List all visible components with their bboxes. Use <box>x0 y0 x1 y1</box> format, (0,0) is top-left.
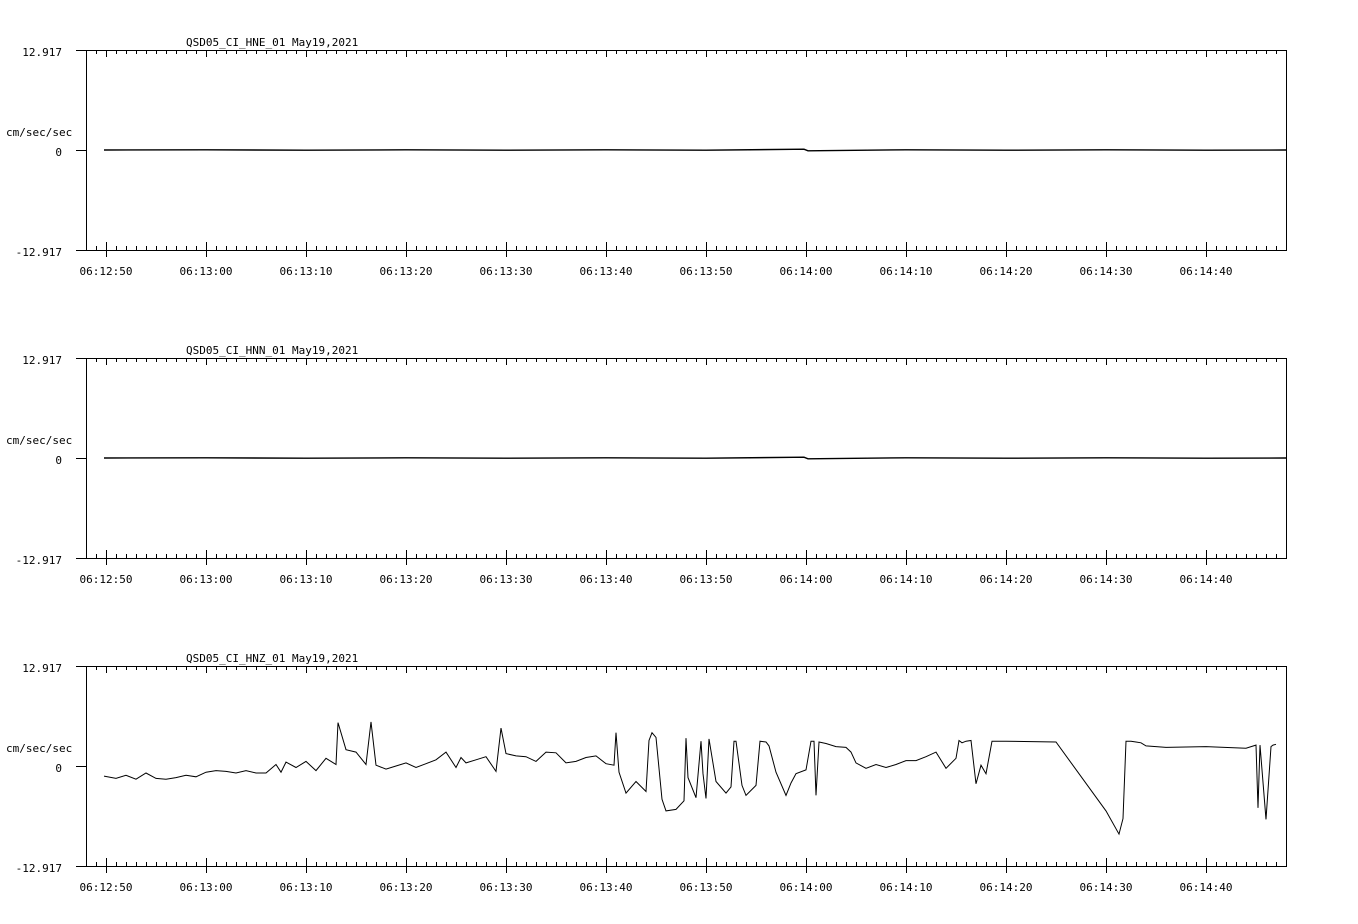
x-tick-label: 06:12:50 <box>79 881 133 894</box>
waveform-trace <box>104 149 1286 151</box>
x-tick-label: 06:13:00 <box>179 881 233 894</box>
y-tick-label-top: 12.917 <box>22 662 62 675</box>
y-tick-label-top: 12.917 <box>22 354 62 367</box>
waveform-trace <box>104 722 1276 834</box>
x-tick-label: 06:13:00 <box>179 265 233 278</box>
x-axis-ticks <box>76 51 1287 258</box>
x-tick-label: 06:14:30 <box>1079 265 1133 278</box>
x-tick-label: 06:13:20 <box>379 573 433 586</box>
x-tick-label: 06:12:50 <box>79 573 133 586</box>
x-tick-label: 06:14:00 <box>779 573 833 586</box>
x-tick-label: 06:13:50 <box>679 265 733 278</box>
x-tick-label: 06:13:30 <box>479 265 533 278</box>
panel-title: QSD05_CI_HNN_01 May19,2021 <box>186 344 359 357</box>
hnz-panel <box>6 652 1287 894</box>
x-tick-label: 06:14:40 <box>1179 881 1233 894</box>
y-tick-label-zero: 0 <box>55 762 62 775</box>
x-tick-label: 06:13:30 <box>479 881 533 894</box>
x-tick-label: 06:13:40 <box>579 881 633 894</box>
x-tick-label: 06:14:20 <box>979 881 1033 894</box>
x-tick-labels <box>80 573 1233 586</box>
x-axis-ticks <box>76 667 1287 874</box>
x-tick-label: 06:14:40 <box>1179 265 1233 278</box>
x-tick-label: 06:13:50 <box>679 573 733 586</box>
x-tick-label: 06:12:50 <box>79 265 133 278</box>
waveform-trace <box>104 457 1286 459</box>
x-tick-label: 06:13:10 <box>279 265 333 278</box>
x-tick-label: 06:13:10 <box>279 881 333 894</box>
plot-frame <box>87 667 1287 867</box>
x-tick-labels <box>80 265 1233 278</box>
x-tick-label: 06:14:10 <box>879 573 933 586</box>
panel-title: QSD05_CI_HNE_01 May19,2021 <box>186 36 359 49</box>
x-tick-label: 06:14:30 <box>1079 573 1133 586</box>
x-tick-label: 06:13:40 <box>579 573 633 586</box>
x-tick-label: 06:14:10 <box>879 265 933 278</box>
x-tick-label: 06:13:50 <box>679 881 733 894</box>
x-tick-label: 06:14:40 <box>1179 573 1233 586</box>
x-tick-label: 06:14:30 <box>1079 881 1133 894</box>
x-tick-label: 06:14:20 <box>979 573 1033 586</box>
x-tick-label: 06:14:00 <box>779 265 833 278</box>
x-tick-label: 06:13:00 <box>179 573 233 586</box>
y-axis-label: cm/sec/sec <box>6 742 73 755</box>
x-tick-label: 06:13:20 <box>379 265 433 278</box>
x-tick-label: 06:13:10 <box>279 573 333 586</box>
x-tick-label: 06:13:20 <box>379 881 433 894</box>
y-tick-label-bottom: -12.917 <box>15 246 62 259</box>
panel-title: QSD05_CI_HNZ_01 May19,2021 <box>186 652 359 665</box>
hnn-panel <box>6 344 1287 586</box>
y-tick-label-zero: 0 <box>55 454 62 467</box>
x-axis-ticks <box>76 359 1287 566</box>
hne-panel <box>6 36 1287 278</box>
x-tick-label: 06:13:30 <box>479 573 533 586</box>
y-tick-label-bottom: -12.917 <box>15 862 62 875</box>
y-tick-label-top: 12.917 <box>22 46 62 59</box>
x-tick-label: 06:14:20 <box>979 265 1033 278</box>
x-tick-label: 06:14:10 <box>879 881 933 894</box>
y-tick-label-zero: 0 <box>55 146 62 159</box>
x-tick-labels <box>80 881 1233 894</box>
y-axis-label: cm/sec/sec <box>6 434 73 447</box>
x-tick-label: 06:13:40 <box>579 265 633 278</box>
x-tick-label: 06:14:00 <box>779 881 833 894</box>
y-tick-label-bottom: -12.917 <box>15 554 62 567</box>
y-axis-label: cm/sec/sec <box>6 126 73 139</box>
